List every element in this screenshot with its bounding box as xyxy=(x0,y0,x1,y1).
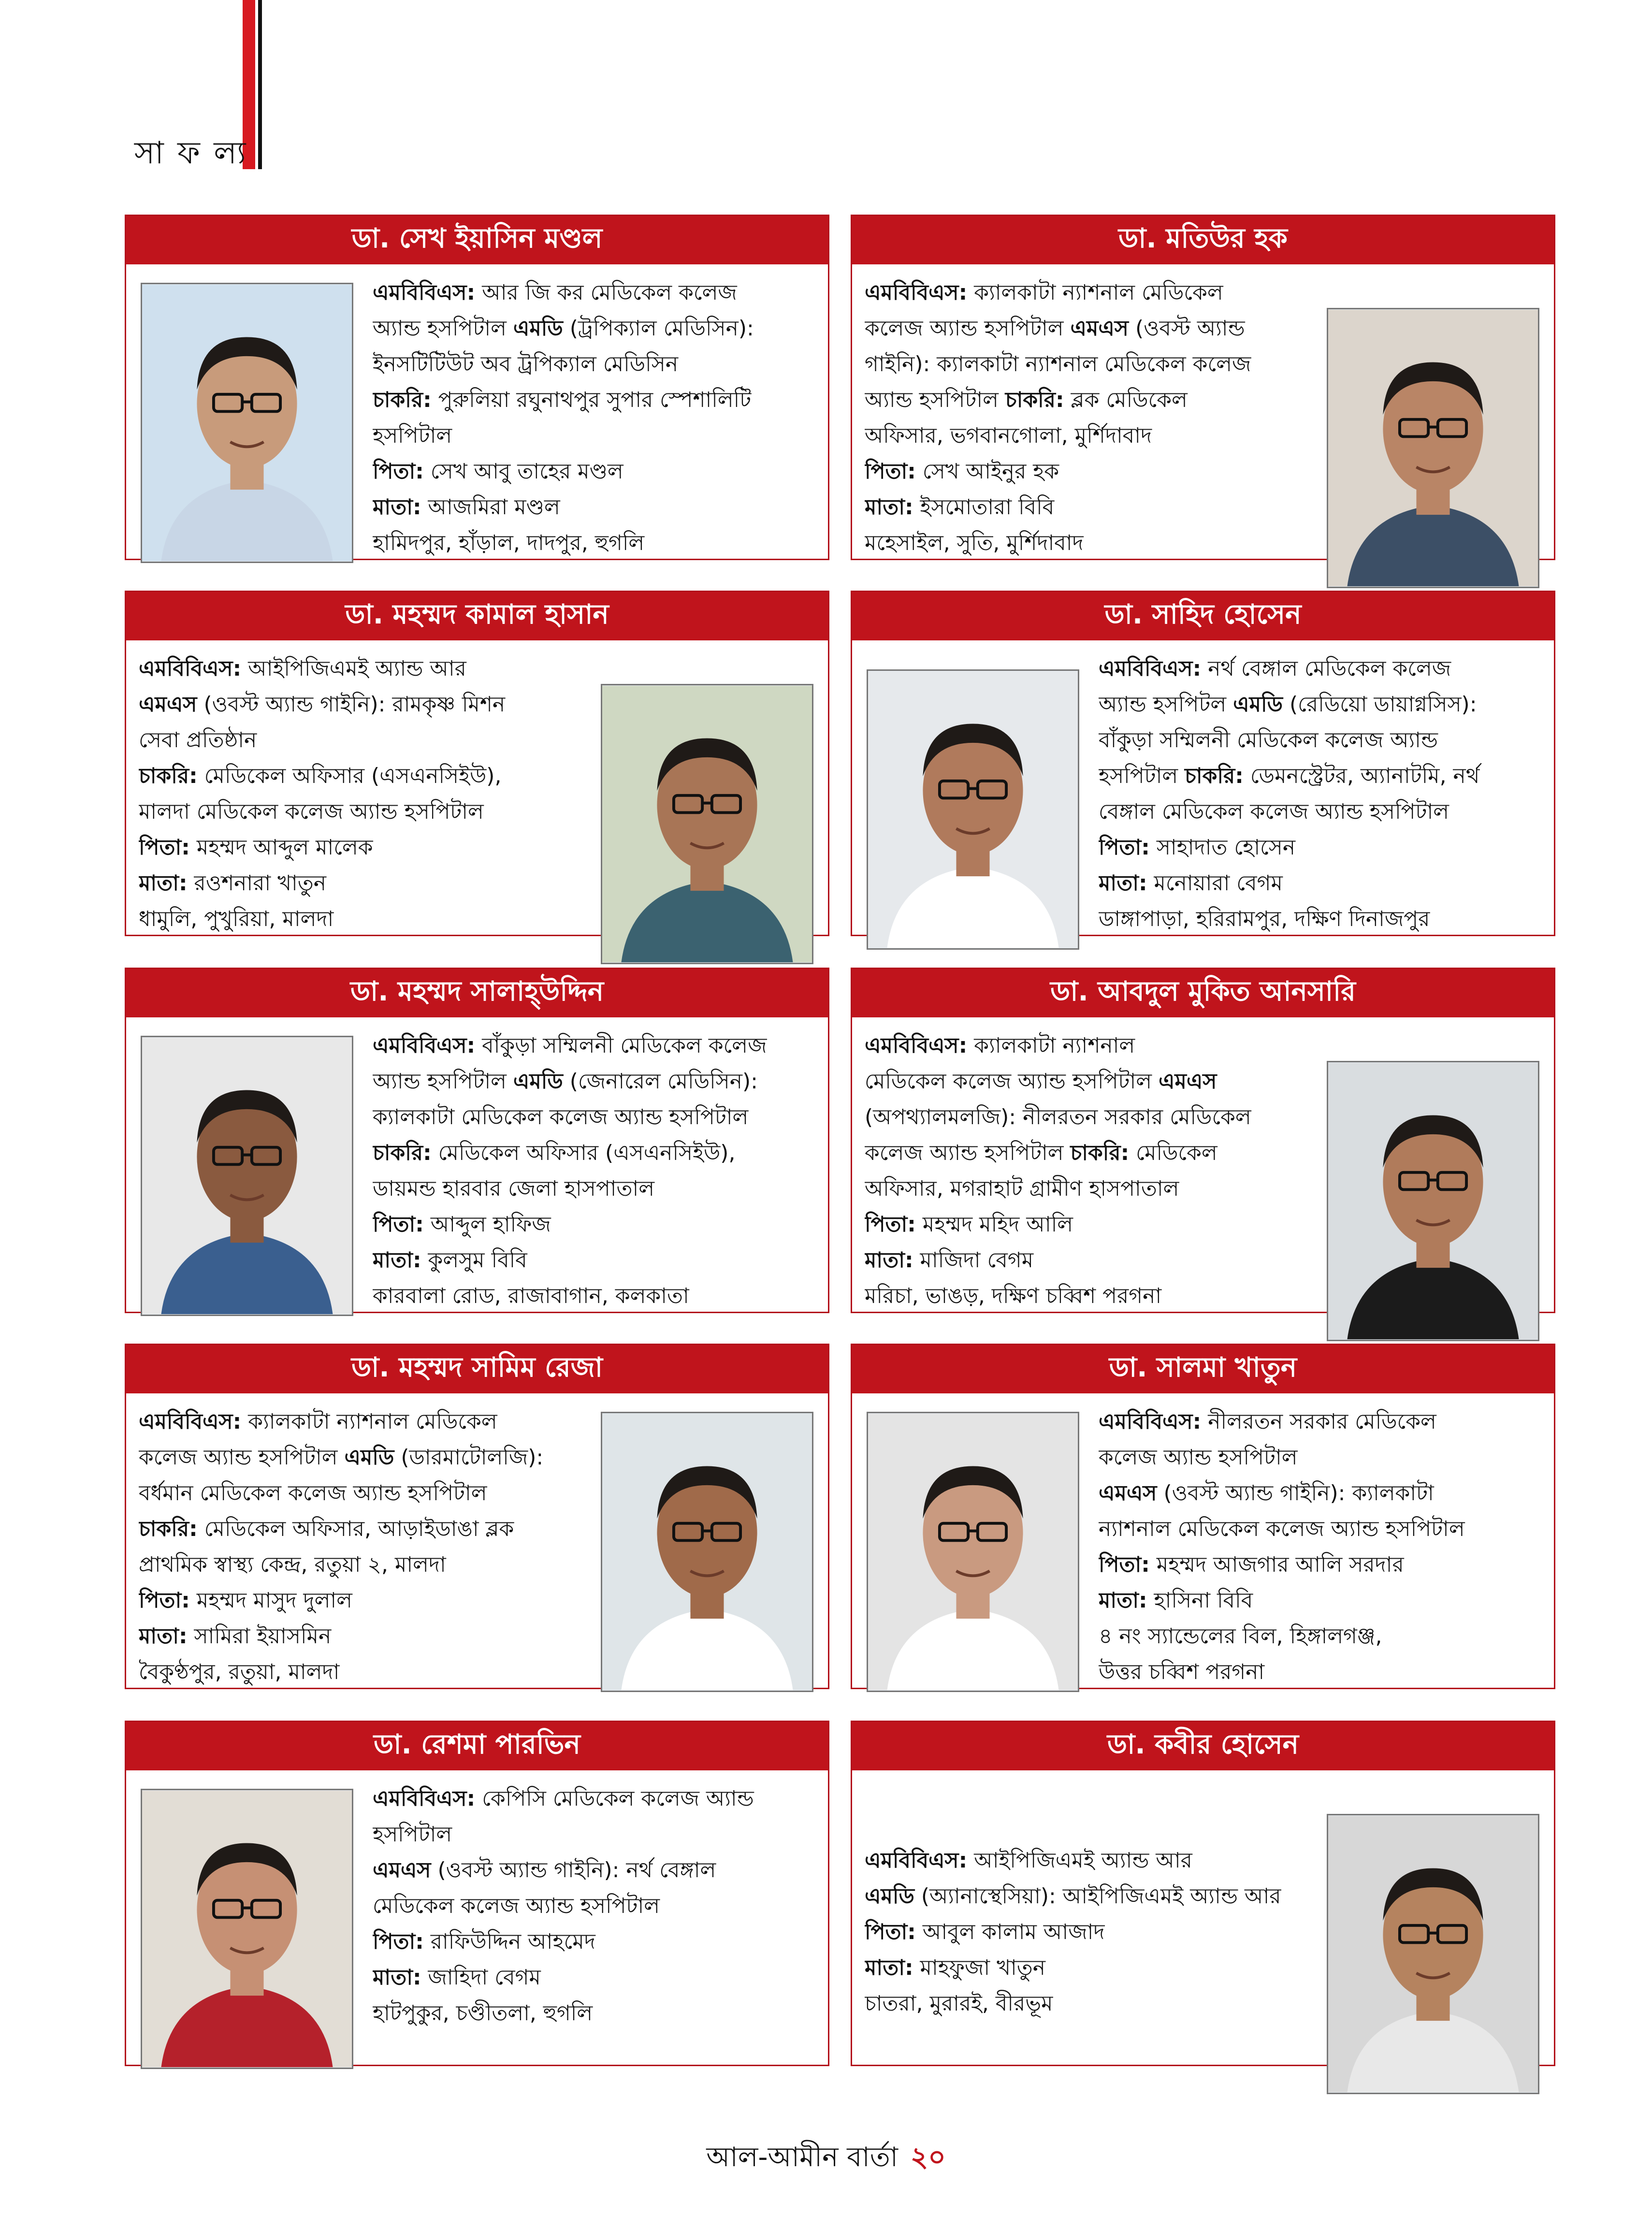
detail-text: মাজিদা বেগম xyxy=(913,1248,1034,1273)
detail-text: আইপিজিএমই অ্যান্ড আর xyxy=(241,656,466,681)
detail-text: ডাঙ্গাপাড়া, হরিরামপুর, দক্ষিণ দিনাজপুর xyxy=(1099,907,1430,931)
detail-label: পিতা: xyxy=(373,1929,424,1954)
detail-text: (জেনারেল মেডিসিন): xyxy=(563,1069,758,1094)
detail-text: (ওবস্ট অ্যান্ড গাইনি): নর্থ বেঙ্গাল xyxy=(431,1858,716,1882)
detail-line xyxy=(373,1064,815,1100)
doctor-name: ডা. মহম্মদ সালাহ্উদ্দিন xyxy=(126,969,828,1017)
doctor-card-body xyxy=(126,1393,828,1688)
detail-line xyxy=(1099,794,1541,830)
detail-text: বেঙ্গাল মেডিকেল কলেজ অ্যান্ড হসপিটাল xyxy=(1099,799,1449,824)
doctor-card xyxy=(125,1721,829,2066)
detail-label: এমবিবিএস: xyxy=(373,1033,476,1058)
detail-line xyxy=(865,1171,1307,1207)
detail-text: হসপিটাল xyxy=(373,1822,452,1847)
detail-line xyxy=(139,1547,581,1583)
doctor-card-body xyxy=(126,1770,828,2065)
detail-label: এমবিবিএস: xyxy=(865,1033,968,1058)
detail-text: চাতরা, মুরারই, বীরভূম xyxy=(865,1991,1053,2016)
detail-text: হাটপুকুর, চণ্ডীতলা, হুগলি xyxy=(373,2001,593,2026)
detail-label: মাতা: xyxy=(139,871,188,896)
detail-text: কলেজ অ্যান্ড হসপিটাল xyxy=(865,316,1071,341)
detail-label: এমবিবিএস: xyxy=(373,1786,476,1811)
doctor-photo xyxy=(141,1789,353,2069)
detail-text: (ওবস্ট অ্যান্ড xyxy=(1128,316,1245,341)
detail-label: মাতা: xyxy=(865,1248,913,1273)
doctor-photo xyxy=(601,684,813,964)
doctor-card-body xyxy=(852,1770,1554,2065)
detail-line xyxy=(865,311,1307,347)
detail-label: চাকরি: xyxy=(139,764,198,788)
doctor-name: ডা. মতিউর হক xyxy=(852,216,1554,264)
detail-text: হসপিটাল xyxy=(373,423,452,448)
detail-line xyxy=(1099,1476,1541,1511)
detail-line xyxy=(373,1278,815,1314)
detail-text: গাইনি): ক্যালকাটা ন্যাশনাল মেডিকেল কলেজ xyxy=(865,352,1251,376)
detail-line xyxy=(1099,1654,1541,1690)
detail-line xyxy=(139,651,581,687)
detail-text: (রেডিয়ো ডায়াগ্নসিস): xyxy=(1283,692,1477,717)
detail-text: আইপিজিএমই অ্যান্ড আর xyxy=(967,1848,1192,1873)
detail-line xyxy=(1099,1404,1541,1440)
doctor-name: ডা. মহম্মদ সামিম রেজা xyxy=(126,1345,828,1393)
doctor-card-body xyxy=(126,1017,828,1312)
doctor-name: ডা. মহম্মদ কামাল হাসান xyxy=(126,592,828,640)
doctor-card-body xyxy=(126,264,828,559)
detail-text: ডেমনস্ট্রেটর, অ্যানাটমি, নর্থ xyxy=(1243,764,1480,788)
detail-label: এমবিবিএস: xyxy=(1099,1409,1202,1434)
detail-line xyxy=(139,901,581,937)
detail-line xyxy=(865,1986,1307,2022)
detail-label: মাতা: xyxy=(373,1248,421,1273)
doctor-card xyxy=(851,1721,1555,2066)
doctor-photo xyxy=(1327,1814,1539,2094)
detail-line xyxy=(1099,651,1541,687)
detail-line xyxy=(373,347,815,382)
detail-line xyxy=(373,311,815,347)
detail-label: চাকরি: xyxy=(139,1517,198,1541)
detail-text: হসপিটাল xyxy=(1099,764,1185,788)
doctor-card xyxy=(125,1344,829,1689)
detail-text: কারবালা রোড, রাজাবাগান, কলকাতা xyxy=(373,1284,689,1308)
detail-line xyxy=(865,1135,1307,1171)
doctor-card xyxy=(851,1344,1555,1689)
doctor-name: ডা. আবদুল মুকিত আনসারি xyxy=(852,969,1554,1017)
detail-line xyxy=(865,1843,1307,1879)
doctor-photo xyxy=(601,1412,813,1692)
detail-line xyxy=(865,1879,1307,1914)
detail-text: বাঁকুড়া সম্মিলনী মেডিকেল কলেজ xyxy=(475,1033,767,1058)
detail-line xyxy=(139,794,581,830)
doctor-photo xyxy=(1327,308,1539,588)
detail-text: (ওবস্ট অ্যান্ড গাইনি): রামকৃষ্ণ মিশন xyxy=(197,692,506,717)
detail-text: অ্যান্ড হসপিটাল xyxy=(373,1069,513,1094)
detail-line xyxy=(373,1243,815,1278)
detail-line xyxy=(865,525,1307,561)
detail-label: মাতা: xyxy=(865,495,913,520)
detail-line xyxy=(373,1781,815,1817)
doctor-details xyxy=(865,275,1307,561)
doctor-card-body xyxy=(852,1017,1554,1312)
detail-label: এমএস xyxy=(1099,1481,1157,1506)
detail-text: ইনসটিটিউট অব ট্রপিক্যাল মেডিসিন xyxy=(373,352,679,376)
detail-label: পিতা: xyxy=(865,1920,916,1944)
doctor-details xyxy=(139,1404,581,1690)
detail-text: অ্যান্ড হসপিটাল xyxy=(373,316,513,341)
detail-line xyxy=(373,1207,815,1243)
detail-text: মহম্মদ আব্দুল মালেক xyxy=(189,835,373,860)
detail-text: ন্যাশনাল মেডিকেল কলেজ অ্যান্ড হসপিটাল xyxy=(1099,1517,1465,1541)
detail-label: চাকরি: xyxy=(373,1141,432,1165)
detail-label: এমডি xyxy=(513,1069,563,1094)
detail-line xyxy=(865,1064,1307,1100)
detail-text: সেখ আবু তাহের মণ্ডল xyxy=(423,459,623,484)
doctor-details xyxy=(1099,651,1541,937)
detail-line xyxy=(139,830,581,866)
detail-label: এমএস xyxy=(139,692,197,717)
detail-text: ক্যালকাটা মেডিকেল কলেজ অ্যান্ড হসপিটাল xyxy=(373,1105,749,1129)
doctor-details xyxy=(139,651,581,937)
detail-text: প্রাথমিক স্বাস্থ্য কেন্দ্র, রতুয়া ২, মালদা xyxy=(139,1552,446,1577)
doctor-card xyxy=(125,591,829,936)
detail-text: অ্যান্ড হসপিটল xyxy=(1099,692,1233,717)
detail-label: মাতা: xyxy=(139,1624,188,1649)
detail-text: সেবা প্রতিষ্ঠান xyxy=(139,728,257,753)
detail-text: (অ্যানাস্থেসিয়া): আইপিজিএমই অ্যান্ড আর xyxy=(914,1884,1281,1909)
detail-text: রওশনারা খাতুন xyxy=(187,871,327,896)
detail-line xyxy=(139,1511,581,1547)
doctor-details xyxy=(373,275,815,561)
detail-line xyxy=(373,1171,815,1207)
detail-text: মাহফুজা খাতুন xyxy=(913,1955,1046,1980)
detail-label: এমডি xyxy=(865,1884,914,1909)
detail-line xyxy=(865,1207,1307,1243)
detail-text: আজমিরা মণ্ডল xyxy=(421,495,560,520)
doctor-card xyxy=(851,968,1555,1313)
detail-line xyxy=(865,1278,1307,1314)
detail-text: অফিসার, ভগবানগোলা, মুর্শিদাবাদ xyxy=(865,423,1152,448)
doctor-card-body xyxy=(852,264,1554,559)
detail-text: সেখ আইনুর হক xyxy=(915,459,1059,484)
detail-label: এমএস xyxy=(373,1858,431,1882)
detail-line xyxy=(373,1135,815,1171)
detail-label: পিতা: xyxy=(139,835,190,860)
doctor-photo xyxy=(141,283,353,563)
detail-line xyxy=(373,418,815,454)
detail-text: বর্ধমান মেডিকেল কলেজ অ্যান্ড হসপিটাল xyxy=(139,1481,487,1506)
detail-label: পিতা: xyxy=(139,1588,190,1613)
detail-label: এমএস xyxy=(1070,316,1129,341)
detail-text: বৈকুণ্ঠপুর, রতুয়া, মালদা xyxy=(139,1660,340,1684)
detail-text: অফিসার, মগরাহাট গ্রামীণ হাসপাতাল xyxy=(865,1176,1179,1201)
detail-line xyxy=(373,1888,815,1924)
detail-text: (অপথ্যালমলজি): নীলরতন সরকার মেডিকেল xyxy=(865,1105,1251,1129)
detail-line xyxy=(1099,758,1541,794)
detail-line xyxy=(373,1100,815,1135)
detail-line xyxy=(373,275,815,311)
detail-line xyxy=(1099,1440,1541,1476)
detail-text: কলেজ অ্যান্ড হসপিটাল xyxy=(139,1445,345,1470)
detail-line xyxy=(865,1100,1307,1135)
detail-line xyxy=(139,1619,581,1654)
detail-label: পিতা: xyxy=(865,459,916,484)
detail-text: মালদা মেডিকেল কলেজ অ্যান্ড হসপিটাল xyxy=(139,799,484,824)
detail-text: কেপিসি মেডিকেল কলেজ অ্যান্ড xyxy=(475,1786,754,1811)
detail-label: এমবিবিএস: xyxy=(139,1409,242,1434)
detail-line xyxy=(865,1028,1307,1064)
section-label: সা ফ ল্য xyxy=(134,135,248,171)
detail-line xyxy=(865,347,1307,382)
doctor-name: ডা. সাহিদ হোসেন xyxy=(852,592,1554,640)
detail-line xyxy=(373,490,815,525)
detail-text: আব্দুল হাফিজ xyxy=(423,1212,551,1237)
detail-line xyxy=(1099,1619,1541,1654)
doctor-card xyxy=(851,215,1555,560)
detail-line xyxy=(373,454,815,490)
detail-label: পিতা: xyxy=(373,459,424,484)
detail-line xyxy=(1099,901,1541,937)
detail-text: ক্যালকাটা ন্যাশনাল মেডিকেল xyxy=(241,1409,497,1434)
doctor-photo xyxy=(141,1036,353,1316)
detail-text: মহম্মদ আজগার আলি সরদার xyxy=(1149,1552,1404,1577)
doctor-photo xyxy=(867,669,1079,950)
detail-label: এমডি xyxy=(344,1445,394,1470)
detail-text: মেডিকেল xyxy=(1129,1141,1217,1165)
detail-text: ইসমোতারা বিবি xyxy=(913,495,1055,520)
detail-line xyxy=(865,454,1307,490)
detail-line xyxy=(1099,866,1541,901)
detail-text: মহম্মদ মহিদ আলি xyxy=(915,1212,1073,1237)
detail-label: এমবিবিএস: xyxy=(139,656,242,681)
header-black-bar xyxy=(258,0,262,169)
doctor-details xyxy=(865,1028,1307,1314)
detail-text: মনোয়ারা বেগম xyxy=(1147,871,1283,896)
detail-line xyxy=(373,1028,815,1064)
detail-label: এমবিবিএস: xyxy=(865,280,968,305)
magazine-name: আল-আমীন বার্তা xyxy=(706,2142,898,2173)
detail-line xyxy=(139,1404,581,1440)
doctor-card-body xyxy=(852,640,1554,935)
detail-text: মেডিকেল কলেজ অ্যান্ড হসপিটাল xyxy=(373,1894,660,1918)
detail-line xyxy=(139,758,581,794)
detail-line xyxy=(1099,723,1541,758)
detail-text: আর জি কর মেডিকেল কলেজ xyxy=(475,280,737,305)
detail-line xyxy=(1099,1583,1541,1619)
detail-text: ক্যালকাটা ন্যাশনাল xyxy=(967,1033,1135,1058)
detail-text: মহম্মদ মাসুদ দুলাল xyxy=(189,1588,352,1613)
detail-text: সামিরা ইয়াসমিন xyxy=(187,1624,332,1649)
detail-line xyxy=(139,1654,581,1690)
detail-label: মাতা: xyxy=(1099,1588,1147,1613)
doctor-card xyxy=(851,591,1555,936)
detail-line xyxy=(373,1853,815,1888)
doctor-card xyxy=(125,968,829,1313)
detail-line xyxy=(1099,687,1541,723)
detail-label: এমবিবিএস: xyxy=(865,1848,968,1873)
detail-text: আবুল কালাম আজাদ xyxy=(915,1920,1105,1944)
detail-line xyxy=(865,1914,1307,1950)
detail-line xyxy=(1099,1547,1541,1583)
detail-line xyxy=(373,1960,815,1996)
detail-label: এমডি xyxy=(513,316,563,341)
detail-text: (ডারমাটোলজি): xyxy=(394,1445,544,1470)
doctor-details xyxy=(373,1781,815,2031)
detail-text: ৪ নং স্যান্ডেলের বিল, হিঙ্গালগঞ্জ, xyxy=(1099,1624,1382,1649)
detail-line xyxy=(865,418,1307,454)
detail-line xyxy=(373,1817,815,1853)
doctor-name: ডা. কবীর হোসেন xyxy=(852,1722,1554,1770)
detail-text: ডায়মন্ড হারবার জেলা হাসপাতাল xyxy=(373,1176,655,1201)
detail-text: কলেজ অ্যান্ড হসপিটাল xyxy=(1099,1445,1298,1470)
detail-text: নীলরতন সরকার মেডিকেল xyxy=(1201,1409,1436,1434)
doctor-name: ডা. রেশমা পারভিন xyxy=(126,1722,828,1770)
detail-text: ব্লক মেডিকেল xyxy=(1064,388,1188,412)
detail-label: এমবিবিএস: xyxy=(373,280,476,305)
detail-line xyxy=(139,866,581,901)
detail-line xyxy=(1099,1511,1541,1547)
detail-text: উত্তর চব্বিশ পরগনা xyxy=(1099,1660,1265,1684)
detail-text: নর্থ বেঙ্গাল মেডিকেল কলেজ xyxy=(1201,656,1451,681)
detail-text: মেডিকেল অফিসার (এসএনসিইউ), xyxy=(431,1141,736,1165)
detail-label: পিতা: xyxy=(1099,835,1150,860)
detail-text: মেডিকেল অফিসার (এসএনসিইউ), xyxy=(197,764,502,788)
detail-line xyxy=(865,275,1307,311)
detail-label: মাতা: xyxy=(373,1965,421,1990)
doctor-photo xyxy=(1327,1061,1539,1341)
doctor-card-body xyxy=(126,640,828,935)
detail-text: মেডিকেল অফিসার, আড়াইডাঙা ব্লক xyxy=(197,1517,514,1541)
detail-label: এমবিবিএস: xyxy=(1099,656,1202,681)
detail-line xyxy=(373,1996,815,2031)
page-number: ২০ xyxy=(910,2142,946,2173)
detail-label: পিতা: xyxy=(1099,1552,1150,1577)
detail-text: অ্যান্ড হসপিটাল xyxy=(865,388,1005,412)
detail-text: (ওবস্ট অ্যান্ড গাইনি): ক্যালকাটা xyxy=(1157,1481,1434,1506)
detail-text: রাফিউদ্দিন আহমেদ xyxy=(423,1929,595,1954)
detail-text: কুলসুম বিবি xyxy=(421,1248,527,1273)
detail-text: হাসিনা বিবি xyxy=(1147,1588,1253,1613)
doctor-details xyxy=(1099,1404,1541,1690)
detail-text: বাঁকুড়া সম্মিলনী মেডিকেল কলেজ অ্যান্ড xyxy=(1099,728,1438,753)
detail-text: সাহাদাত হোসেন xyxy=(1149,835,1296,860)
detail-text: মরিচা, ভাঙড়, দক্ষিণ চব্বিশ পরগনা xyxy=(865,1284,1162,1308)
detail-line xyxy=(139,687,581,723)
doctor-card-body xyxy=(852,1393,1554,1688)
detail-text: ধামুলি, পুখুরিয়া, মালদা xyxy=(139,907,334,931)
detail-label: চাকরি: xyxy=(373,388,432,412)
detail-text: মেডিকেল কলেজ অ্যান্ড হসপিটাল xyxy=(865,1069,1159,1094)
detail-label: মাতা: xyxy=(373,495,421,520)
detail-line xyxy=(373,1924,815,1960)
detail-label: চাকরি: xyxy=(1185,764,1244,788)
detail-text: হামিদপুর, হাঁড়াল, দাদপুর, হুগলি xyxy=(373,531,645,555)
detail-line xyxy=(1099,830,1541,866)
doctor-photo xyxy=(867,1412,1079,1692)
detail-text: মহেসাইল, সুতি, মুর্শিদাবাদ xyxy=(865,531,1084,555)
detail-text: ক্যালকাটা ন্যাশনাল মেডিকেল xyxy=(967,280,1223,305)
doctor-details xyxy=(373,1028,815,1314)
detail-line xyxy=(865,1950,1307,1986)
detail-label: পিতা: xyxy=(373,1212,424,1237)
detail-line xyxy=(373,525,815,561)
detail-line xyxy=(865,490,1307,525)
doctor-name: ডা. সেখ ইয়াসিন মণ্ডল xyxy=(126,216,828,264)
doctor-name: ডা. সালমা খাতুন xyxy=(852,1345,1554,1393)
detail-label: চাকরি: xyxy=(1070,1141,1130,1165)
doctor-details xyxy=(865,1843,1307,2022)
detail-line xyxy=(373,382,815,418)
detail-label: এমডি xyxy=(1233,692,1283,717)
detail-label: চাকরি: xyxy=(1005,388,1064,412)
detail-label: এমএস xyxy=(1158,1069,1217,1094)
detail-text: কলেজ অ্যান্ড হসপিটাল xyxy=(865,1141,1071,1165)
page-footer xyxy=(0,2136,1652,2182)
detail-label: মাতা: xyxy=(1099,871,1147,896)
detail-label: পিতা: xyxy=(865,1212,916,1237)
detail-line xyxy=(139,723,581,758)
detail-text: (ট্রপিক্যাল মেডিসিন): xyxy=(563,316,754,341)
detail-line xyxy=(139,1440,581,1476)
detail-line xyxy=(139,1583,581,1619)
detail-label: মাতা: xyxy=(865,1955,913,1980)
doctor-card xyxy=(125,215,829,560)
detail-text: পুরুলিয়া রঘুনাথপুর সুপার স্পেশালিটি xyxy=(431,388,752,412)
detail-line xyxy=(865,382,1307,418)
detail-line xyxy=(865,1243,1307,1278)
detail-line xyxy=(139,1476,581,1511)
detail-text: জাহিদা বেগম xyxy=(421,1965,541,1990)
